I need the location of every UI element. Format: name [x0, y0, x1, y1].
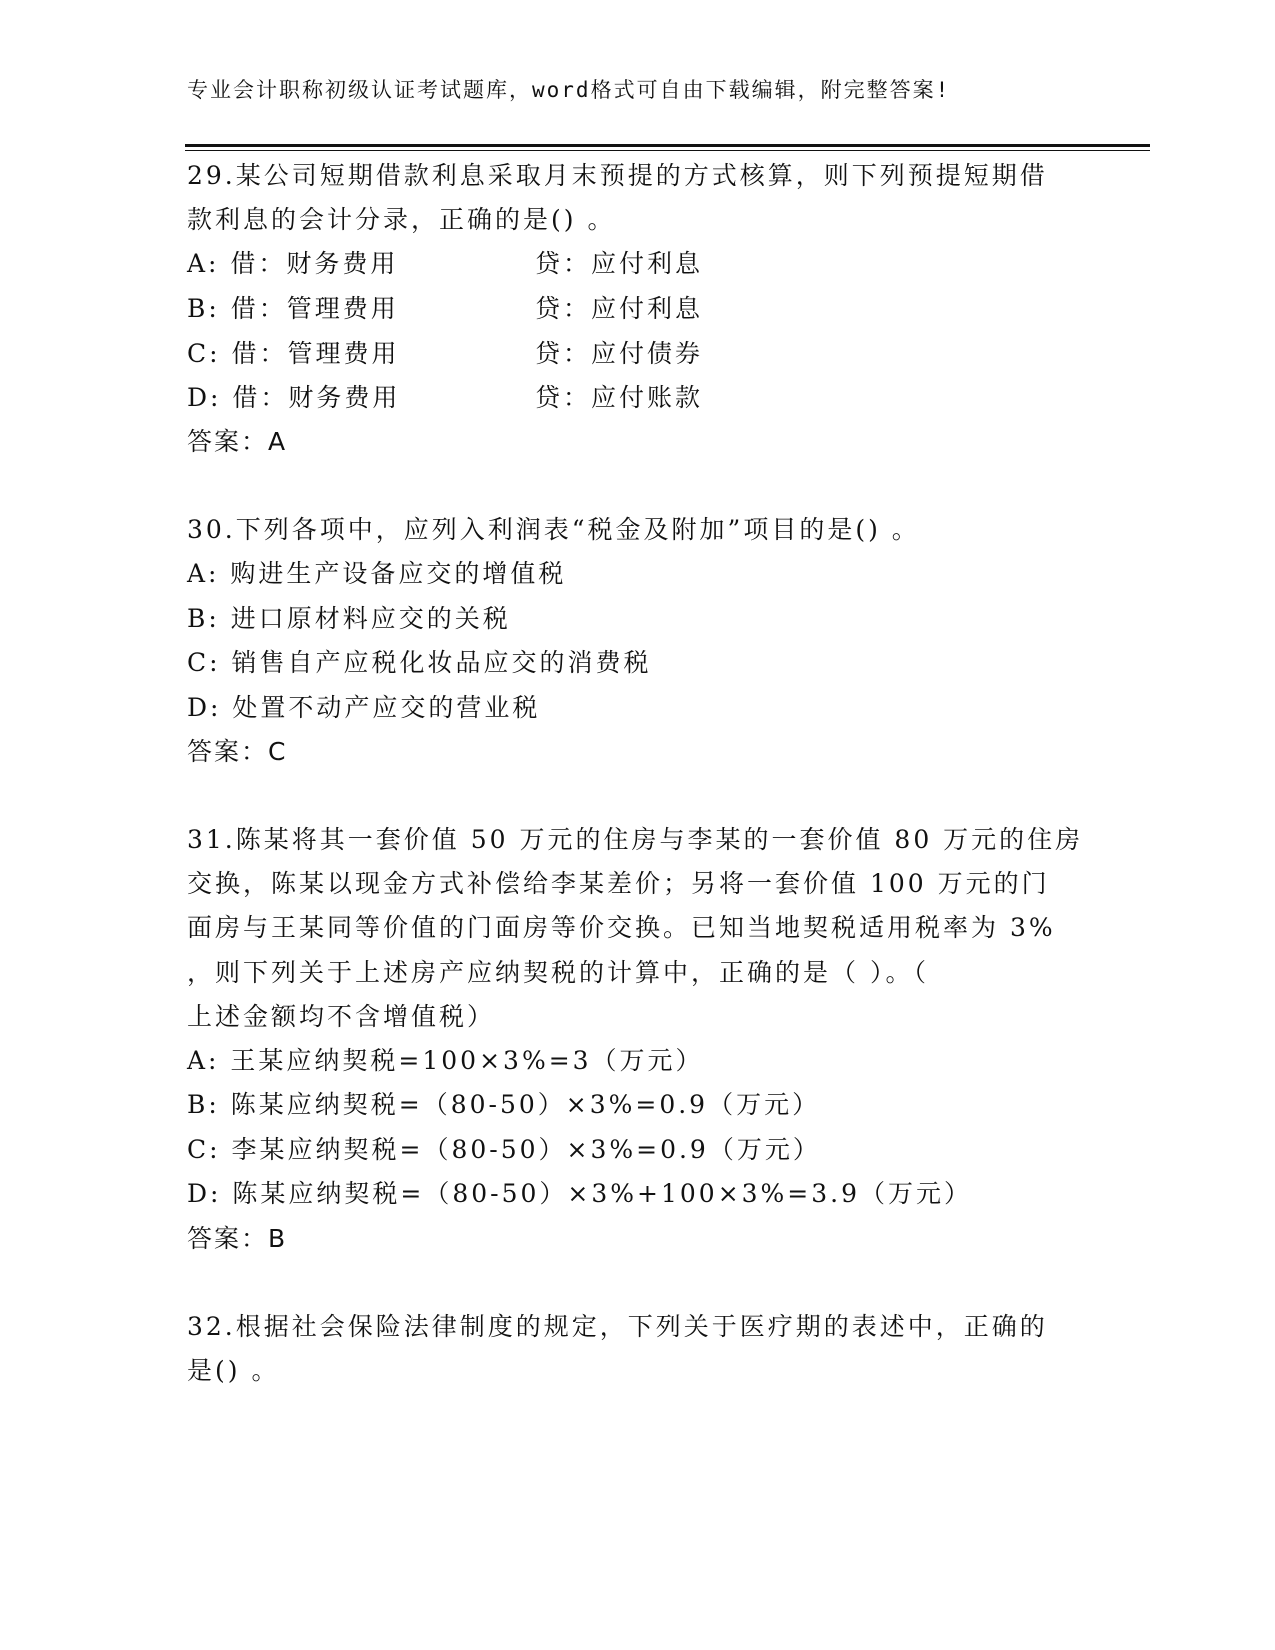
option-b: B: 进口原材料应交的关税: [187, 604, 511, 633]
answer: 答案：B: [187, 1224, 288, 1253]
answer: 答案：A: [187, 427, 288, 456]
question-stem-line: 32.根据社会保险法律制度的规定，下列关于医疗期的表述中，正确的: [187, 1312, 1048, 1341]
question-stem-line: 交换，陈某以现金方式补偿给李某差价；另将一套价值 100 万元的门: [187, 869, 1050, 898]
question-stem-line: 30.下列各项中，应列入利润表“税金及附加”项目的是() 。: [187, 515, 920, 544]
option-d: D: 处置不动产应交的营业税: [187, 693, 541, 722]
question-stem-line: 是() 。: [187, 1356, 280, 1385]
option-a: A: 借：财务费用: [187, 249, 399, 278]
option-a-credit: 贷：应付利息: [535, 249, 704, 278]
option-d: D: 陈某应纳契税=（80-50）×3%+100×3%=3.9（万元）: [187, 1179, 973, 1208]
option-b: B: 借：管理费用: [187, 294, 399, 323]
option-c: C: 借：管理费用: [187, 339, 400, 368]
option-b-credit: 贷：应付利息: [535, 294, 704, 323]
question-stem-line: 31.陈某将其一套价值 50 万元的住房与李某的一套价值 80 万元的住房: [187, 825, 1084, 854]
page-header: 专业会计职称初级认证考试题库，word格式可自由下载编辑，附完整答案!: [187, 78, 951, 102]
answer: 答案：C: [187, 737, 288, 766]
question-stem-line: 上述金额均不含增值税）: [187, 1002, 496, 1031]
option-a: A: 王某应纳契税=100×3%=3（万元）: [187, 1046, 704, 1075]
option-c: C: 李某应纳契税=（80-50）×3%=0.9（万元）: [187, 1135, 821, 1164]
option-a: A: 购进生产设备应交的增值税: [187, 559, 567, 588]
option-d-credit: 贷：应付账款: [535, 383, 704, 412]
header-rule-thick: [185, 144, 1150, 147]
option-b: B: 陈某应纳契税=（80-50）×3%=0.9（万元）: [187, 1090, 821, 1119]
question-stem-line: 款利息的会计分录，正确的是() 。: [187, 205, 616, 234]
option-c: C: 销售自产应税化妆品应交的消费税: [187, 648, 652, 677]
question-stem-line: 29.某公司短期借款利息采取月末预提的方式核算，则下列预提短期借: [187, 161, 1048, 190]
question-stem-line: ，则下列关于上述房产应纳契税的计算中，正确的是（ ）。（: [187, 958, 929, 987]
option-c-credit: 贷：应付债券: [535, 339, 704, 368]
option-d: D: 借：财务费用: [187, 383, 401, 412]
question-stem-line: 面房与王某同等价值的门面房等价交换。已知当地契税适用税率为 3%: [187, 913, 1056, 942]
header-rule-thin: [185, 150, 1150, 151]
